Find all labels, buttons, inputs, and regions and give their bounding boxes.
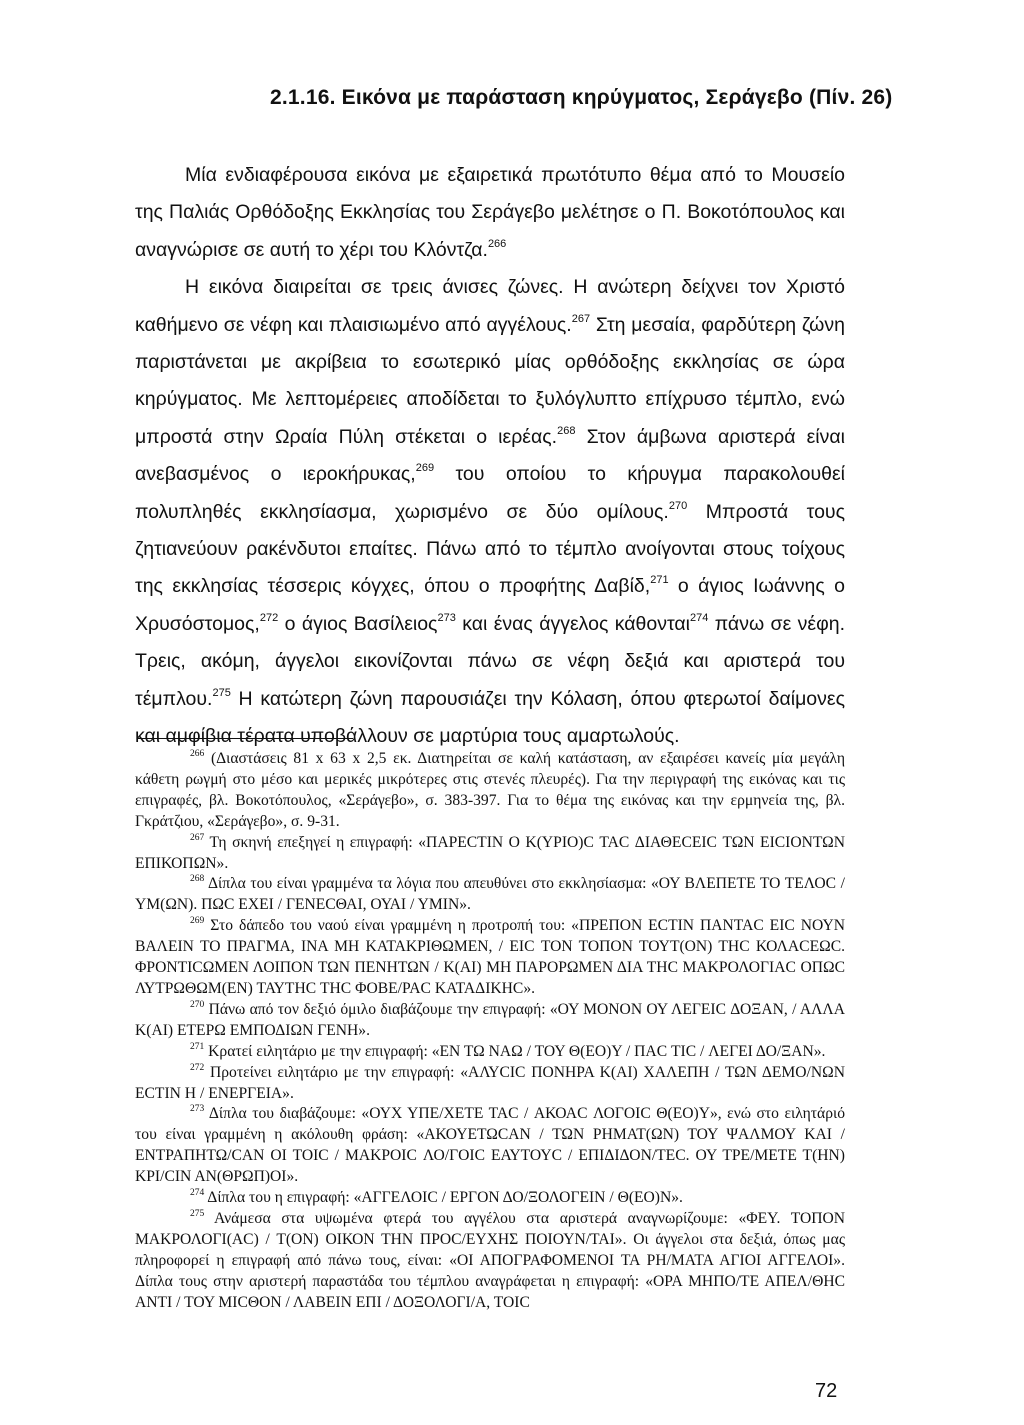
paragraph-text: του οποίου το κήρυγμα παρακολουθεί πολυπληθές εκκλησίασμα, χωρισμένο σε δύο ομίλους. bbox=[135, 463, 845, 523]
footnote-number: 274 bbox=[190, 1188, 205, 1199]
footnote-text: Τη σκηνή επεξηγεί η επιγραφή: «ΠΑΡΕСΤΙΝ Ο Κ(ΥΡΙΟ)C ΤΑC ΔΙΑΘΕCΕΙC ΤΩΝ ΕΙCΙΟΝΤΩΝ ΕΠΙΚΟΠΩΝ». bbox=[135, 833, 845, 872]
footnote-separator bbox=[137, 738, 353, 739]
footnote-reference[interactable]: 274 bbox=[690, 611, 709, 624]
footnote-number: 269 bbox=[190, 916, 205, 927]
paragraph-text: Στον άμβωνα αριστερά είναι ανεβασμένος ο ιεροκήρυκας, bbox=[135, 425, 845, 486]
footnote bbox=[135, 874, 845, 916]
footnote-reference[interactable]: 273 bbox=[437, 611, 456, 624]
footnote bbox=[135, 1104, 845, 1188]
footnote-number: 266 bbox=[190, 749, 205, 759]
paragraph-text: Μία ενδιαφέρουσα εικόνα με εξαιρετικά πρωτότυπο θέμα από το Μουσείο της Παλιάς Ορθόδοξης Εκκλησίας του Σεράγεβο μελέτησε ο Π. Βοκοτόπουλος και αναγνώρισε σε αυτή το χέρι του Κλόντζα. bbox=[135, 164, 845, 261]
footnote bbox=[135, 1042, 845, 1063]
body-text bbox=[135, 157, 845, 756]
footnote bbox=[135, 1063, 845, 1105]
footnote-text: Δίπλα του είναι γραμμένα τα λόγια που απευθύνει στο εκκλησίασμα: «ΟΥ ΒΛΕΠΕΤΕ ΤΟ ΤΕΛΟC / ΥΜ(ΩΝ). ΠΩC ΕΧΕΙ / ΓΕΝΕCΘΑΙ, ΟΥΑΙ / ΥΜΙΝ». bbox=[135, 875, 845, 914]
footnote-text: Δίπλα του διαβάζουμε: «ΟΥΧ ΥΠΕ/ΧΕΤΕ ΤΑC / ΑΚΟΑC ΛΟΓΟΙC Θ(ΕΟ)Υ», ενώ στο ειλητάριό του είναι γραμμένη η ακόλουθη φράση: «ΑΚΟΥΕΤΩCΑΝ / ΤΩΝ ΡΗΜΑΤ(ΩΝ) ΤΟΥ ΨΑΛΜΟΥ ΚΑΙ / ΕΝΤΡΑΠΗΤΩ/CΑΝ ΟΙ ΤΟΙC / ΜΑΚΡΟΙC ΛΟ/ΓΟΙC ΕΑΥΤΟΥC / ΕΠΙΔΙΔΟΝ/ΤΕC. ΟΥ ΤΡΕ/ΜΕΤΕ Τ(ΗΝ) ΚΡΙ/CΙΝ ΑΝ(ΘΡΩΠ)ΟΙ». bbox=[135, 1105, 845, 1186]
footnote-text: Προτείνει ειλητάριο με την επιγραφή: «ΑΛΥCΙC ΠΟΝΗΡΑ Κ(ΑΙ) ΧΑΛΕΠΗ / ΤΩΝ ΔΕΜΟ/ΝΩΝ ΕCΤΙΝ Η / ΕΝΕΡΓΕΙΑ». bbox=[135, 1063, 845, 1102]
footnote-reference[interactable]: 268 bbox=[557, 424, 576, 437]
footnote-number: 272 bbox=[190, 1062, 205, 1073]
paragraph-text: Η εικόνα διαιρείται σε τρεις άνισες ζώνες. Η ανώτερη δείχνει τον Χριστό καθήμενο σε νέφη και πλαισιωμένο από αγγέλους. bbox=[135, 276, 845, 336]
footnote-reference[interactable]: 271 bbox=[650, 574, 669, 587]
footnote-number: 268 bbox=[190, 874, 205, 885]
footnote-text: Ανάμεσα στα υψωμένα φτερά του αγγέλου στα αριστερά αναγνωρίζουμε: «ΦΕΥ. ΤΟΠΟΝ ΜΑΚΡΟΛΟΓΙ(ΑC) / Τ(ΟΝ) ΟΙΚΟΝ ΤΗΝ ΠΡΟC/ΕΥΧΗΣ ΠΟΙΟΥΝ/ΤΑΙ». Οι άγγελοι στα δεξιά, όπως μας πληροφορεί η επιγραφή από πάνω τους, είναι: «ΟΙ ΑΠΟΓΡΑΦΟΜΕΝΟΙ ΤΑ ΡΗ/ΜΑΤΑ ΑΓΙΟΙ ΑΓΓΕΛΟΙ». Δίπλα τους στην αριστερή παραστάδα του τέμπλου αναγράφεται η επιγραφή: «ΟΡΑ ΜΗΠΟ/ΤΕ ΑΠΕΛ/ΘΗC ΑΝΤΙ / ΤΟΥ ΜΙCΘΟΝ / ΛΑΒΕΙΝ ΕΠΙ / ΔΟΞΟΛΟΓΙ/Α, ΤΟΙC bbox=[135, 1209, 845, 1311]
footnote-reference[interactable]: 267 bbox=[571, 312, 591, 325]
page-number: 72 bbox=[815, 1380, 838, 1402]
section-heading: 2.1.16. Εικόνα με παράσταση κηρύγματος, Σεράγεβο (Πίν. 26) bbox=[270, 86, 893, 109]
footnote-number: 271 bbox=[190, 1041, 205, 1052]
footnote-number: 267 bbox=[190, 832, 205, 843]
footnote-number: 273 bbox=[190, 1104, 205, 1115]
paragraph-text: ο άγιος Βασίλειος bbox=[278, 612, 438, 635]
paragraph-text: Η κατώτερη ζώνη παρουσιάζει την Κόλαση, όπου φτερωτοί δαίμονες και αμφίβια τέρατα υποβάλλουν σε μαρτύρια τους αμαρτωλούς. bbox=[135, 687, 845, 748]
footnote bbox=[135, 1188, 845, 1209]
footnote-number: 275 bbox=[190, 1208, 205, 1219]
footnote-number: 270 bbox=[190, 999, 205, 1010]
footnote bbox=[135, 916, 845, 1000]
footnote-text: Πάνω από τον δεξιό όμιλο διαβάζουμε την επιγραφή: «ΟΥ ΜΟΝΟΝ ΟΥ ΛΕΓΕΙC ΔΟΞΑΝ, / ΑΛΛΑ Κ(ΑΙ) ΕΤΕΡΩ ΕΜΠΟΔΙΩΝ ΓΕΝΗ». bbox=[135, 1000, 845, 1039]
footnote bbox=[135, 1000, 845, 1042]
body-paragraph bbox=[135, 269, 845, 755]
footnotes bbox=[135, 749, 845, 1313]
paragraph-text: ο άγιος Ιωάννης ο Χρυσόστομος, bbox=[135, 575, 846, 635]
paragraph-text: πάνω σε νέφη. Τρεις, ακόμη, άγγελοι εικονίζονται πάνω σε νέφη δεξιά και αριστερά του τέμπλου. bbox=[135, 612, 845, 710]
paragraph-text: και ένας άγγελος κάθονται bbox=[455, 612, 690, 635]
body-paragraph bbox=[135, 157, 845, 269]
footnote-text: Κρατεί ειλητάριο με την επιγραφή: «ΕΝ ΤΩ ΝΑΩ / ΤΟΥ Θ(ΕΟ)Υ / ΠΑC ΤΙC / ΛΕΓΕΙ ΔΟ/ΞΑΝ». bbox=[204, 1042, 826, 1060]
footnote-reference[interactable]: 270 bbox=[668, 499, 688, 512]
footnote-reference[interactable]: 266 bbox=[487, 237, 507, 250]
footnote-text: (Διαστάσεις 81 x 63 x 2,5 εκ. Διατηρείται σε καλή κατάσταση, αν εξαιρέσει κανείς μία μεγάλη κάθετη ρωγμή στο μέσο και μερικές μικρότερες στις στενές πλευρές). Για την περιγραφή της εικόνας και τις επιγραφές, βλ. Βοκοτόπουλος, «Σεράγεβο», σ. 383-397. Για το θέμα της εικόνας και την ερμηνεία της, βλ. Γκράτζιου, «Σεράγεβο», σ. 9-31. bbox=[135, 750, 845, 830]
footnote-reference[interactable]: 272 bbox=[259, 611, 279, 624]
footnote-reference[interactable]: 269 bbox=[415, 462, 435, 475]
footnote-reference[interactable]: 275 bbox=[212, 686, 231, 699]
footnote bbox=[135, 749, 845, 833]
footnote bbox=[135, 833, 845, 875]
footnote-text: Δίπλα του η επιγραφή: «ΑΓΓΕΛΟΙC / ΕΡΓΟΝ ΔΟ/ΞΟΛΟΓΕΙΝ / Θ(ΕΟ)Ν». bbox=[204, 1189, 683, 1207]
paragraph-text: Μπροστά τους ζητιανεύουν ρακένδυτοι επαίτες. Πάνω από το τέμπλο ανοίγονται στους τοίχους της εκκλησίας τέσσερις κόγχες, όπου ο προφήτης Δαβίδ, bbox=[135, 500, 845, 598]
footnote bbox=[135, 1209, 845, 1314]
footnote-text: Στο δάπεδο του ναού είναι γραμμένη η προτροπή του: «ΠΡΕΠΟΝ ΕCΤΙΝ ΠΑΝΤΑC ΕΙC ΝΟΥΝ ΒΑΛΕΙΝ ΤΟ ΠΡΑΓΜΑ, ΙΝΑ ΜΗ ΚΑΤΑΚΡΙΘΩΜΕΝ, / ΕΙC ΤΟΝ ΤΟΠΟΝ ΤΟΥΤ(ΟΝ) ΤΗC ΚΟΛΑCΕΩC. ΦΡΟΝΤΙCΩΜΕΝ ΛΟΙΠΟΝ ΤΩΝ ΠΕΝΗΤΩΝ / Κ(ΑΙ) ΜΗ ΠΑΡΟΡΩΜΕΝ ΔΙΑ ΤΗC ΜΑΚΡΟΛΟΓΙΑC ΟΠΩC ΛΥΤΡΩΘΩΜ(ΕΝ) ΤΑΥΤΗC ΤΗC ΦΟΒΕ/ΡΑC ΚΑΤΑΔΙΚΗC». bbox=[135, 917, 845, 997]
paragraph-text: Στη μεσαία, φαρδύτερη ζώνη παριστάνεται με ακρίβεια το εσωτερικό μίας ορθόδοξης εκκλησίας σε ώρα κηρύγματος. Με λεπτομέρειες αποδίδεται το ξυλόγλυπτο επίχρυσο τέμπλο, ενώ μπροστά στην Ωραία Πύλη στέκεται ο ιερέας. bbox=[135, 313, 846, 448]
